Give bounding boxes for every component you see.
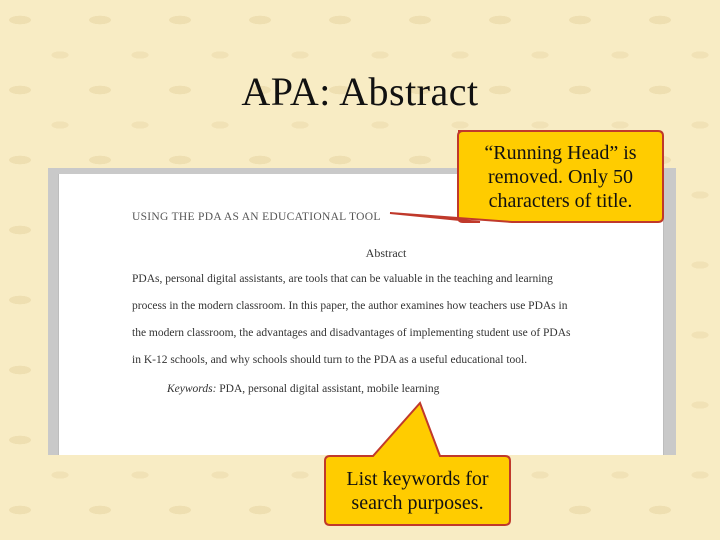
running-header: USING THE PDA AS AN EDUCATIONAL TOOL	[132, 211, 381, 223]
running-head-callout-text	[458, 141, 663, 213]
keywords-callout-text	[325, 467, 510, 515]
keywords-value: PDA, personal digital assistant, mobile learning	[216, 383, 440, 395]
abstract-line: the modern classroom, the advantages and disadvantages of implementing student use of PDAs	[132, 327, 571, 339]
abstract-heading: Abstract	[365, 246, 407, 260]
slide-title: APA: Abstract	[241, 69, 479, 114]
abstract-line: in K-12 schools, and why schools should turn to the PDA as a useful educational tool.	[132, 354, 528, 366]
callout-line: List keywords for	[346, 468, 489, 490]
callout-line: search purposes.	[351, 492, 484, 514]
keywords-label: Keywords:	[167, 383, 217, 395]
callout-line: characters of title.	[488, 190, 633, 212]
abstract-line: PDAs, personal digital assistants, are tools that can be valuable in the teaching and learning	[132, 273, 553, 285]
callout-line: “Running Head” is	[484, 142, 637, 164]
abstract-line: process in the modern classroom. In this paper, the author examines how teachers use PDAs in	[132, 300, 568, 312]
callout-line: removed. Only 50	[488, 166, 633, 188]
